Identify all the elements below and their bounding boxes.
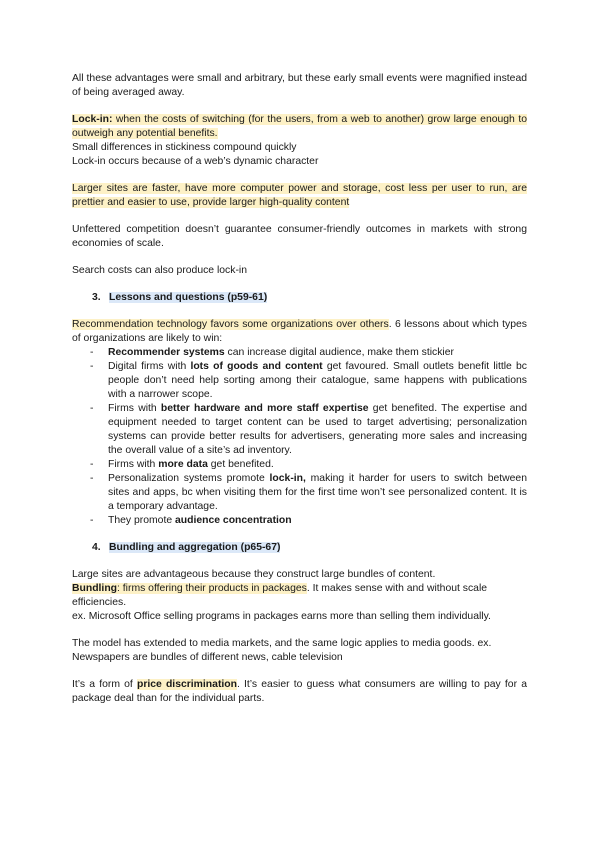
list-item-bold: more data <box>158 459 208 470</box>
list-item-pre: Digital firms with <box>108 361 191 372</box>
list-item <box>72 402 527 458</box>
unfettered-paragraph: Unfettered competition doesn’t guarantee consumer-friendly outcomes in markets with strong economies of scale. <box>72 224 527 249</box>
lockin-highlight <box>72 114 527 139</box>
lockin-line3: Lock-in occurs because of a web’s dynamic character <box>72 156 319 167</box>
price-pre: It’s a form of <box>72 679 137 690</box>
list-item-text: get favoured. Small outlets benefit little bc people don’t need help sorting among their catalogue, same happens with publications with a narrower scope. <box>108 361 527 400</box>
section3-title: Lessons and questions (p59-61) <box>109 292 268 303</box>
list-item-text: making it harder for users to switch between sites and apps, bc when visiting them for the first time won’t see personalized content. It is a temporary advantage. <box>108 473 527 512</box>
section4-p1: Large sites are advantageous because they construct large bundles of content. <box>72 569 436 580</box>
section4-number: 4. <box>92 542 101 553</box>
price-paragraph <box>72 678 527 706</box>
list-item <box>72 514 527 528</box>
bundling-definition: : firms offering their products in packages <box>117 583 307 594</box>
larger-sites-paragraph <box>72 182 527 210</box>
price-rest: . It’s easier to guess what consumers are willing to pay for a package deal than for the individual parts. <box>72 679 527 704</box>
price-term: price discrimination <box>136 679 237 690</box>
list-item-text: get benefited. <box>207 459 274 470</box>
list-item-pre: Firms with <box>108 459 159 470</box>
list-item-bold: Recommender systems <box>108 347 225 358</box>
list-item <box>72 346 527 360</box>
lockin-definition: when the costs of switching (for the users, from a web to another) grow large enough to outweigh any potential benefits. <box>72 114 527 139</box>
list-item-pre: Firms with <box>108 403 161 414</box>
section3-number: 3. <box>92 292 101 303</box>
section3-intro <box>72 318 527 346</box>
bundling-term: Bundling <box>72 583 118 594</box>
intro-paragraph: All these advantages were small and arbitrary, but these early small events were magnified instead of being averaged away. <box>72 73 527 98</box>
list-item-pre: Personalization systems promote <box>108 473 270 484</box>
section4-title: Bundling and aggregation (p65-67) <box>109 542 281 553</box>
section3-intro-rest: . 6 lessons about which types of organizations are likely to win: <box>72 319 527 344</box>
search-costs-paragraph: Search costs can also produce lock-in <box>72 265 247 276</box>
list-item <box>72 360 527 402</box>
list-item-text: can increase digital audience, make them stickier <box>224 347 454 358</box>
list-item <box>72 458 527 472</box>
list-item-bold: better hardware and more staff expertise <box>160 403 369 414</box>
list-item-bold: lots of goods and content <box>190 361 323 372</box>
bundling-rest: . It makes sense with and without scale efficiencies. <box>72 583 488 608</box>
lockin-line2: Small differences in stickiness compound quickly <box>72 142 297 153</box>
bundling-highlight <box>72 583 307 594</box>
section3-intro-highlight: Recommendation technology favors some organizations over others <box>72 319 389 330</box>
bundling-paragraph <box>72 582 527 610</box>
lockin-term: Lock-in: <box>72 114 113 125</box>
model-paragraph: The model has extended to media markets, and the same logic applies to media goods. ex. Newspapers are bundles of different news, cable television <box>72 638 492 663</box>
larger-sites-highlight: Larger sites are faster, have more computer power and storage, cost less per user to run, are prettier and easier to use, provide larger high-quality content <box>72 183 527 208</box>
list-item-bold: audience concentration <box>175 515 292 526</box>
list-item <box>72 472 527 514</box>
lockin-paragraph <box>72 113 527 141</box>
list-item-text: get benefited. The expertise and equipment needed to target content can be used to target advertising; personalization systems can provide better results for advertisers, generating more sales and increasing the overall value of a site’s ad inventory. <box>108 403 527 456</box>
lessons-list <box>72 346 527 528</box>
example-paragraph: ex. Microsoft Office selling programs in packages earns more than selling them individually. <box>72 611 491 622</box>
list-item-bold: lock-in, <box>269 473 306 484</box>
section3-heading <box>72 291 527 305</box>
document-body <box>72 72 527 706</box>
section4-heading <box>72 541 527 555</box>
list-item-pre: They promote <box>108 515 175 526</box>
